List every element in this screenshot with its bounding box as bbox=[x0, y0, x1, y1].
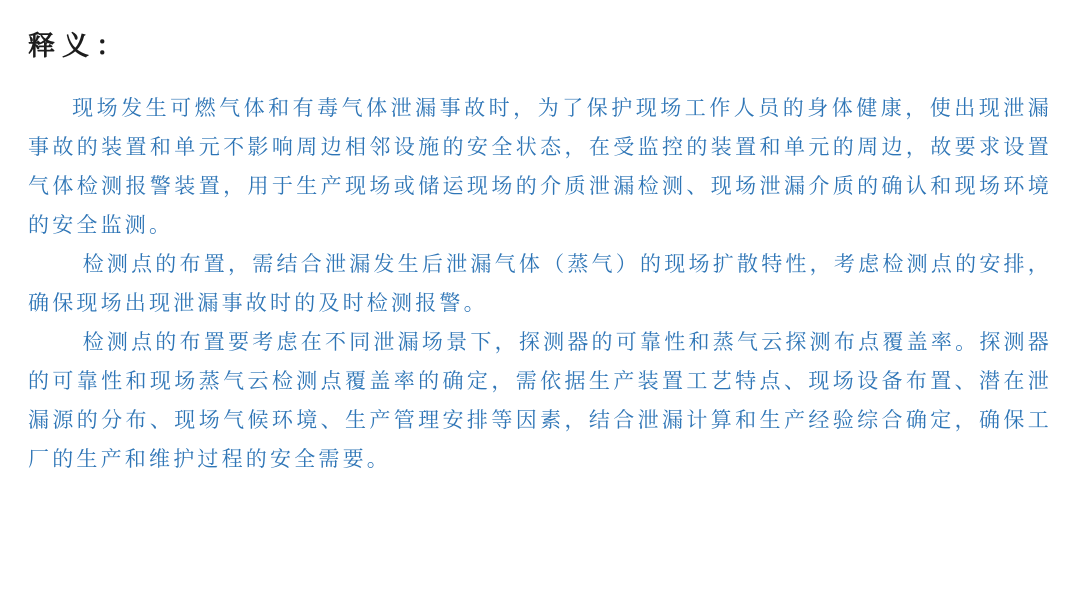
paragraph-coverage-factors: 检测点的布置要考虑在不同泄漏场景下，探测器的可靠性和蒸气云探测布点覆盖率。探测器的可靠性和现场蒸气云检测点覆盖率的确定，需依据生产装置工艺特点、现场设备布置、潜在泄漏源的分布、现场气候环境、生产管理安排等因素，结合泄漏计算和生产经验综合确定，确保工厂的生产和维护过程的安全需要。 bbox=[28, 330, 1052, 471]
paragraph-detection-point-layout: 检测点的布置，需结合泄漏发生后泄漏气体（蒸气）的现场扩散特性，考虑检测点的安排，确保现场出现泄漏事故时的及时检测报警。 bbox=[28, 252, 1052, 315]
paragraph-gas-detection-purpose: 现场发生可燃气体和有毒气体泄漏事故时，为了保护现场工作人员的身体健康，使出现泄漏事故的装置和单元不影响周边相邻设施的安全状态，在受监控的装置和单元的周边，故要求设置气体检测报警装置，用于生产现场或储运现场的介质泄漏检测、现场泄漏介质的确认和现场环境的安全监测。 bbox=[28, 96, 1052, 237]
page-title: 释义： bbox=[28, 31, 130, 61]
